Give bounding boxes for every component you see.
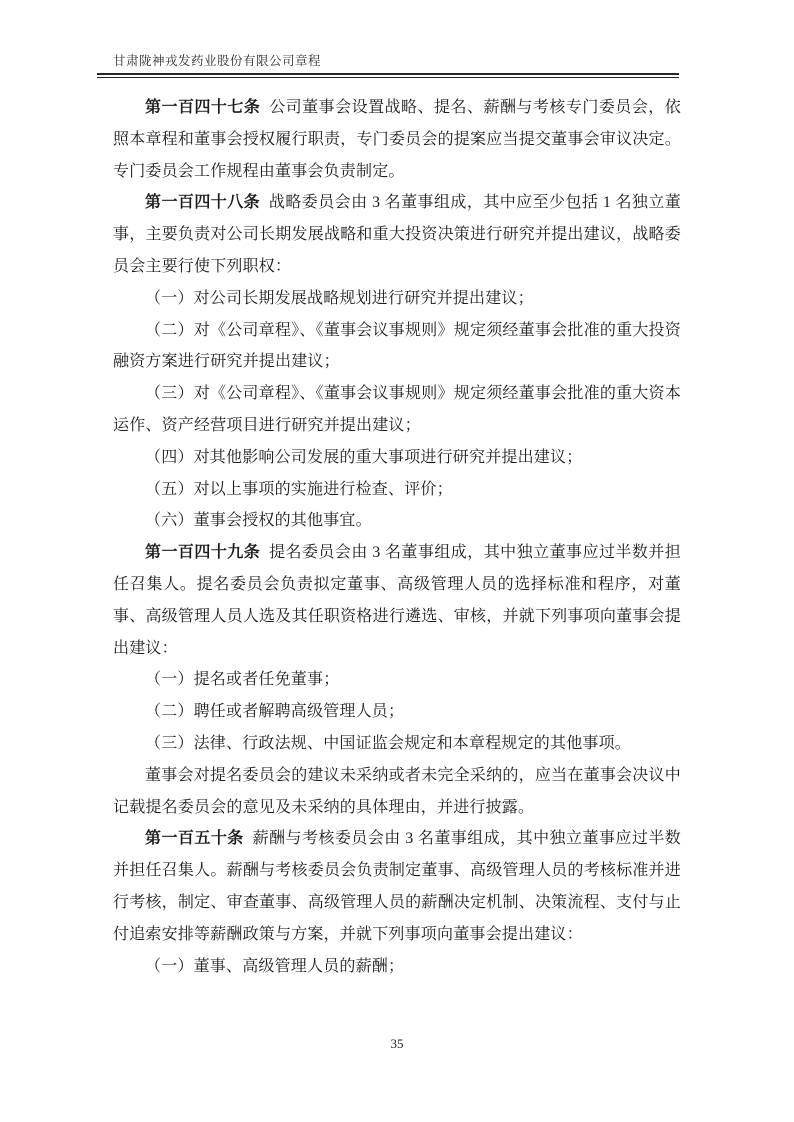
article-148-item-4 (113, 442, 681, 474)
article-148-text: 战略委员会由 3 名董事组成，其中应至少包括 1 名独立董事，主要负责对公司长期发展战略和重大投资决策进行研究并提出建议，战略委员会主要行使下列职权： (113, 194, 681, 275)
page-header (97, 52, 679, 78)
article-149-item-3 (113, 728, 681, 760)
document-body (113, 92, 681, 982)
page-number: 35 (390, 1036, 404, 1051)
article-147-text: 公司董事会设置战略、提名、薪酬与考核专门委员会，依照本章程和董事会授权履行职责，专门委员会的提案应当提交董事会审议决定。专门委员会工作规程由董事会负责制定。 (113, 99, 681, 180)
article-149-item-1 (113, 664, 681, 696)
article-149-text: 提名委员会由 3 名董事组成，其中独立董事应过半数并担任召集人。提名委员会负责拟定董事、高级管理人员的选择标准和程序，对董事、高级管理人员人选及其任职资格进行遴选、审核，并就下列事项向董事会提出建议： (113, 544, 682, 657)
item-text: （一）董事、高级管理人员的薪酬； (145, 957, 405, 975)
item-text: （三）对《公司章程》、《董事会议事规则》规定须经董事会批准的重大资本运作、资产经营项目进行研究并提出建议； (113, 385, 681, 434)
article-147-paragraph (113, 92, 681, 187)
item-text: （五）对以上事项的实施进行检查、评价； (145, 480, 453, 498)
article-150-number: 第一百五十条 (145, 830, 244, 848)
article-148-item-3 (113, 378, 681, 442)
article-148-paragraph (113, 187, 681, 282)
item-text: （二）聘任或者解聘高级管理人员； (145, 703, 405, 721)
item-text: （六）董事会授权的其他事宜。 (145, 512, 372, 530)
article-148-item-2 (113, 315, 681, 379)
item-text: （一）提名或者任免董事； (145, 671, 340, 689)
item-text: （二）对《公司章程》、《董事会议事规则》规定须经董事会批准的重大投资融资方案进行研究并提出建议； (113, 321, 681, 371)
item-text: （三）法律、行政法规、中国证监会规定和本章程规定的其他事项。 (145, 734, 632, 752)
article-147-number: 第一百四十七条 (145, 99, 261, 116)
document-title: 甘肃陇神戎发药业股份有限公司章程 (113, 54, 322, 68)
article-149-number: 第一百四十九条 (145, 544, 261, 562)
article-149-item-2 (113, 696, 681, 728)
article-148-item-6 (113, 505, 681, 537)
article-148-number: 第一百四十八条 (145, 194, 261, 212)
article-149-closing-paragraph (113, 760, 681, 824)
article-148-item-1 (113, 283, 681, 315)
header-divider (97, 73, 679, 78)
paragraph-text: 董事会对提名委员会的建议未采纳或者未完全采纳的，应当在董事会决议中记载提名委员会的意见及未采纳的具体理由，并进行披露。 (113, 766, 681, 816)
article-150-item-1 (113, 951, 681, 983)
article-150-text: 薪酬与考核委员会由 3 名董事组成，其中独立董事应过半数并担任召集人。薪酬与考核委员会负责制定董事、高级管理人员的考核标准并进行考核，制定、审查董事、高级管理人员的薪酬决定机制、决策流程、支付与止付追索安排等薪酬政策与方案，并就下列事项向董事会提出建议： (113, 830, 681, 943)
item-text: （四）对其他影响公司发展的重大事项进行研究并提出建议； (145, 448, 583, 466)
item-text: （一）对公司长期发展战略规划进行研究并提出建议； (145, 289, 534, 307)
article-150-paragraph (113, 823, 681, 950)
article-148-item-5 (113, 474, 681, 506)
article-149-paragraph (113, 537, 681, 664)
